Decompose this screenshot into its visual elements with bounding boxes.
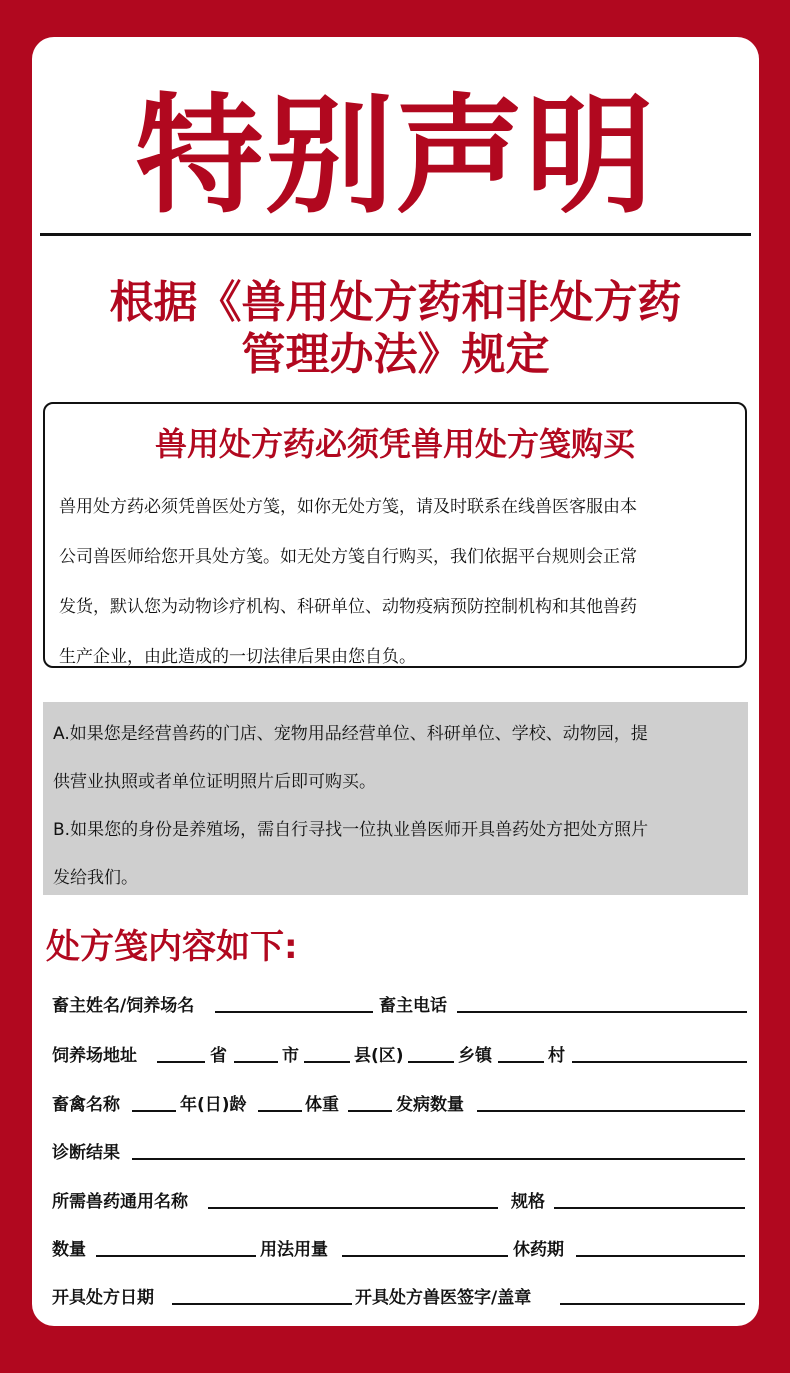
notice-line: 公司兽医师给您开具处方笺。如无处方笺自行购买，我们依据平台规则会正常: [59, 547, 637, 567]
drug-name-field[interactable]: [208, 1207, 498, 1209]
town-label: 乡镇: [458, 1046, 492, 1066]
regulation-subtitle: [32, 277, 759, 381]
notice-line: 发货，默认您为动物诊疗机构、科研单位、动物疫病预防控制机构和其他兽药: [59, 597, 637, 617]
weight-label: 体重: [305, 1095, 339, 1115]
disease-count-label: 发病数量: [396, 1095, 464, 1115]
city-field[interactable]: [234, 1061, 278, 1063]
drug-name-label: 所需兽药通用名称: [52, 1192, 188, 1212]
issue-date-field[interactable]: [172, 1303, 352, 1305]
diagnosis-field[interactable]: [132, 1158, 745, 1160]
village-detail-field[interactable]: [572, 1061, 747, 1063]
form-row-diagnosis: [52, 1134, 747, 1164]
animal-name-field[interactable]: [132, 1110, 176, 1112]
issue-date-label: 开具处方日期: [52, 1288, 154, 1308]
condition-line: 供营业执照或者单位证明照片后即可购买。: [53, 772, 376, 792]
disease-count-field[interactable]: [477, 1110, 745, 1112]
owner-name-label: 畜主姓名/饲养场名: [52, 996, 195, 1016]
withdrawal-field[interactable]: [576, 1255, 745, 1257]
notice-body: [59, 482, 731, 682]
form-row-signature: [52, 1279, 747, 1309]
form-row-owner: [52, 987, 747, 1017]
village-field[interactable]: [498, 1061, 544, 1063]
condition-line: A.如果您是经营兽药的门店、宠物用品经营单位、科研单位、学校、动物园，提: [53, 724, 648, 744]
spec-field[interactable]: [554, 1207, 745, 1209]
weight-field[interactable]: [348, 1110, 392, 1112]
condition-line: B.如果您的身份是养殖场，需自行寻找一位执业兽医师开具兽药处方把处方照片: [53, 820, 649, 840]
notice-heading: 兽用处方药必须凭兽用处方笺购买: [154, 425, 635, 463]
form-row-quantity: [52, 1231, 747, 1261]
statement-card: [32, 37, 759, 1326]
form-row-address: [52, 1037, 747, 1067]
form-row-drug: [52, 1183, 747, 1213]
form-heading: 处方笺内容如下:: [46, 927, 298, 967]
purchase-conditions-box: [43, 702, 748, 895]
county-field[interactable]: [304, 1061, 350, 1063]
page-title: 特别声明: [135, 82, 656, 231]
town-field[interactable]: [408, 1061, 454, 1063]
notice-line: 生产企业，由此造成的一切法律后果由您自负。: [59, 647, 416, 667]
signature-label: 开具处方兽医签字/盖章: [355, 1288, 532, 1308]
prescription-notice-box: [43, 402, 747, 668]
age-field[interactable]: [258, 1110, 302, 1112]
owner-phone-label: 畜主电话: [379, 996, 447, 1016]
subtitle-line-2: 管理办法》规定: [241, 329, 550, 380]
age-label: 年(日)龄: [180, 1095, 247, 1115]
quantity-label: 数量: [52, 1240, 86, 1260]
withdrawal-label: 休药期: [513, 1240, 564, 1260]
farm-address-label: 饲养场地址: [52, 1046, 137, 1066]
usage-field[interactable]: [342, 1255, 508, 1257]
owner-name-field[interactable]: [215, 1011, 373, 1013]
diagnosis-label: 诊断结果: [52, 1143, 120, 1163]
title-divider: [40, 233, 751, 236]
province-field[interactable]: [157, 1061, 205, 1063]
county-label: 县(区): [354, 1046, 404, 1066]
condition-line: 发给我们。: [53, 868, 138, 888]
form-row-animal: [52, 1086, 747, 1116]
city-label: 市: [282, 1046, 299, 1066]
province-label: 省: [210, 1046, 227, 1066]
owner-phone-field[interactable]: [457, 1011, 747, 1013]
signature-field[interactable]: [560, 1303, 745, 1305]
village-label: 村: [548, 1046, 565, 1066]
subtitle-line-1: 根据《兽用处方药和非处方药: [109, 277, 682, 328]
usage-label: 用法用量: [260, 1240, 328, 1260]
spec-label: 规格: [511, 1192, 545, 1212]
quantity-field[interactable]: [96, 1255, 256, 1257]
animal-name-label: 畜禽名称: [52, 1095, 120, 1115]
notice-line: 兽用处方药必须凭兽医处方笺，如你无处方笺，请及时联系在线兽医客服由本: [59, 497, 637, 517]
